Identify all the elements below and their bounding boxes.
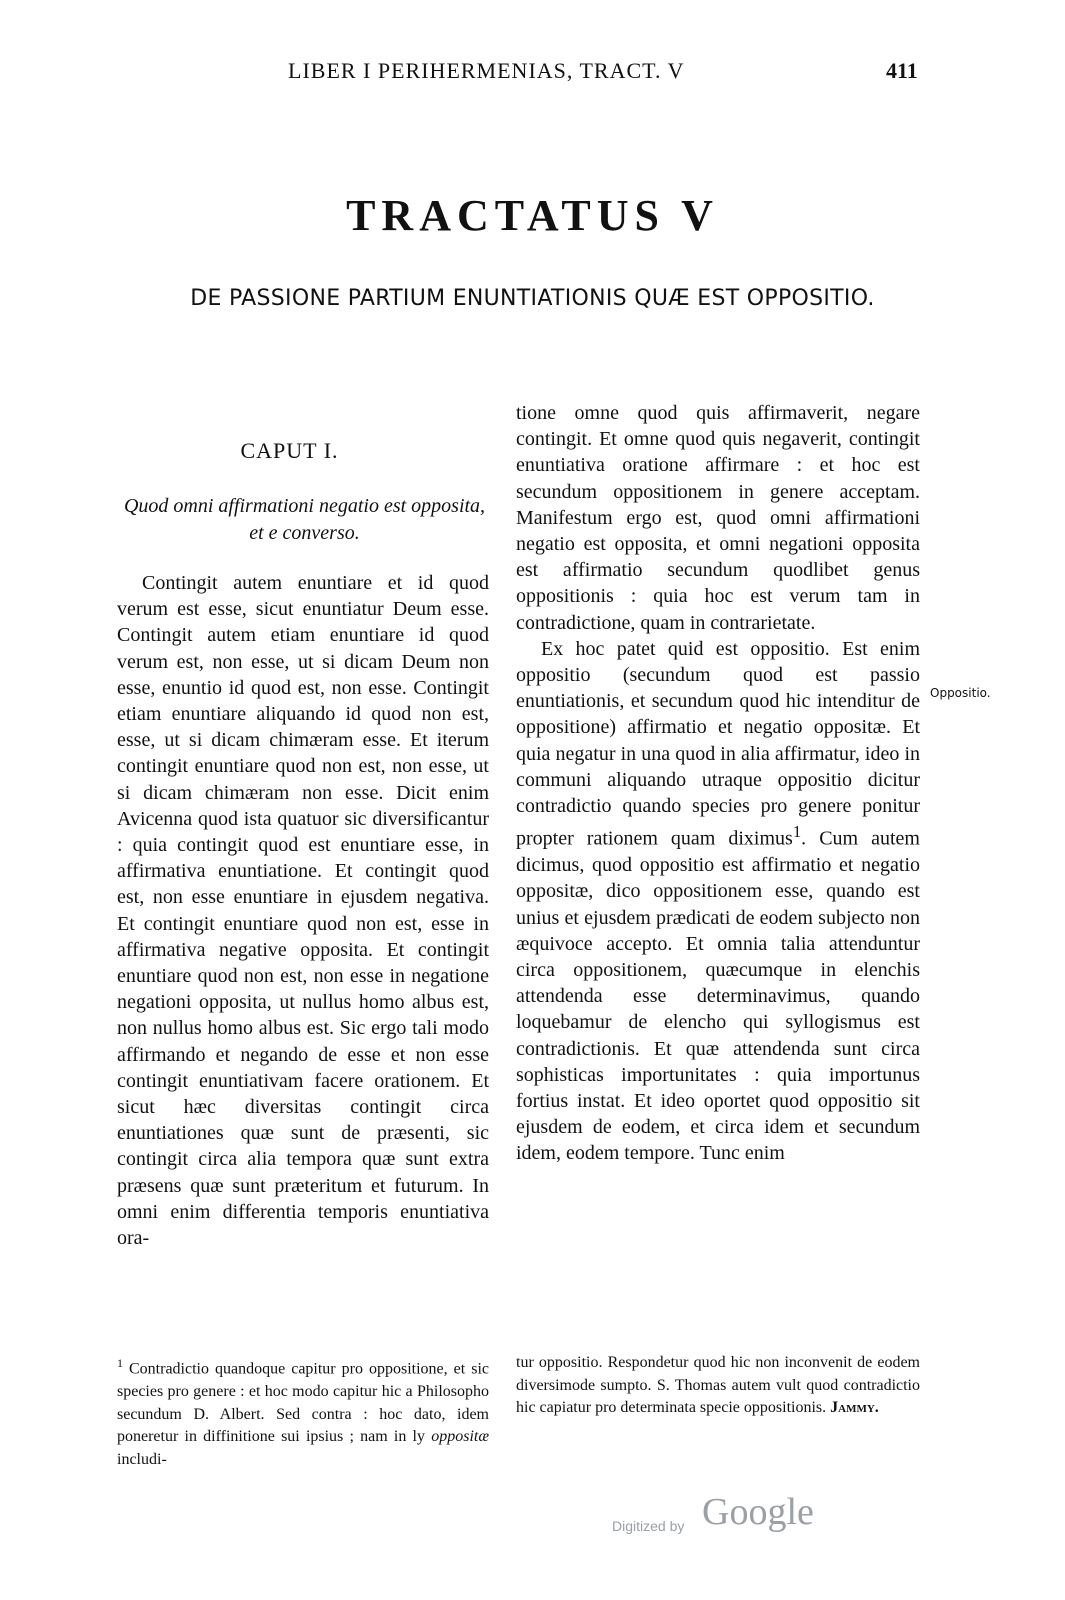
- footnote-right-body: tur oppositio. Respondetur quod hic non inconvenit de eodem diversimode sumpto. S. Thomas autem vult quod contradictio hic capiatur pro determinata specie oppositionis.: [516, 1354, 920, 1417]
- tractatus-subtitle: DE PASSIONE PARTIUM ENUNTIATIONIS QUÆ EST OPPOSITIO.: [190, 286, 875, 311]
- footnote-mark: 1: [117, 1356, 123, 1370]
- right-paragraph-2-part-b: . Cum autem dicimus, quod oppositio est affirmatio et negatio oppositæ, dico oppositionem esse, quando est unius et ejusdem prædicati de eodem subjecto non æquivoce accepto. Et omnia talia attenduntur circa oppositionem, quæcumque in elenchis attendenda esse determinavimus, quando loquebamur de elencho qui syllogismus est contradictionis. Et quæ attendenda sunt circa sophisticas importunitates : quia importunus fortius instat. Et ideo oportet quod oppositio sit ejusdem de eodem, et circa idem et secundum idem, eodem tempore. Tunc enim: [516, 827, 920, 1165]
- google-logo: Google: [702, 1491, 814, 1533]
- left-column: [117, 570, 489, 1251]
- right-paragraph-2-part-a: Ex hoc patet quid est oppositio. Est enim oppositio (secundum quod est passio enuntiationis, et secundum quod hic intenditur de oppositione) affirmatio et negatio oppositæ. Et quia negatur in una quod in alia affirmatur, ideo in communi aliquando utraque oppositio dicitur contradictio quando species pro genere ponitur propter rationem quam diximus: [516, 637, 920, 850]
- tractatus-title: TRACTATUS V: [346, 191, 719, 240]
- left-paragraph: Contingit autem enuntiare et id quod verum est esse, sicut enuntiatur Deum esse. Contingit autem etiam enuntiare id quod verum est, non esse, ut si dicam Deum non esse, enuntio id quod est, non esse. Contingit etiam enuntiare aliquando id quod non est, esse, ut si dicam chimæram esse. Et iterum contingit enuntiare quod non est, non esse, ut si dicam chimæram non esse. Dicit enim Avicenna quod ista quatuor sic diversificantur : quia contingit quod est enuntiare esse, in affirmativa enuntiatione. Et contingit quod est, non esse enuntiare in ejusdem negativa. Et contingit enuntiare quod non est, esse in affirmativa negative opposita. Et contingit enuntiare quod non est, non esse in negatione negationi opposita, ut nullus homo albus est, non nullus homo albus est. Sic ergo tali modo affirmando et negando de esse et non esse contingit enuntiativam facere orationem. Et sicut hæc diversitas contingit circa enuntiationes quæ sunt de præsenti, sic contingit circa alia tempora quæ sunt extra præsens quæ sunt præteritum et futurum. In omni enim differentia temporis enuntiativa ora-: [117, 572, 489, 1250]
- page-number: 411: [886, 58, 918, 83]
- footnote-reference: 1: [792, 822, 802, 842]
- caput-summary: Quod omni affirmationi negatio est opposita, et e converso.: [123, 495, 486, 544]
- footnote-signature: Jammy.: [830, 1399, 879, 1417]
- footnote-left-body: Contradictio quandoque capitur pro oppositione, et sic species pro genere : et hoc modo capitur hic a Philosopho secundum D. Albert. Sed contra : hoc dato, idem poneretur in diffinitione sui ipsius ; nam in ly: [117, 1360, 489, 1446]
- running-title: LIBER I PERIHERMENIAS, TRACT. V: [288, 58, 685, 83]
- footnote-left-end: includi-: [117, 1450, 167, 1468]
- caput-title: CAPUT I.: [240, 438, 339, 463]
- digitized-by-google-watermark: [612, 1490, 862, 1540]
- margin-note: Oppositio.: [930, 686, 991, 700]
- right-paragraph-2: [516, 636, 920, 1167]
- footnote-right: [516, 1352, 920, 1420]
- footnote-left-text: [117, 1352, 489, 1471]
- watermark-prefix: Digitized by: [612, 1518, 685, 1534]
- footnote-left-italic: oppositæ: [431, 1428, 490, 1446]
- footnote-left: [117, 1352, 489, 1471]
- right-column: [516, 400, 920, 1167]
- running-head: [0, 58, 1065, 88]
- right-paragraph-continued: tione omne quod quis affirmaverit, negare contingit. Et omne quod quis negaverit, contingit enuntiativa oratione affirmare : et hoc est secundum oppositionem in genere acceptam. Manifestum ergo est, quod omni affirmationi negatio est opposita, et omni negationi opposita est affirmatio secundum quodlibet genus oppositionis : quia hoc est verum tam in contradictione, quam in contrarietate.: [516, 402, 920, 634]
